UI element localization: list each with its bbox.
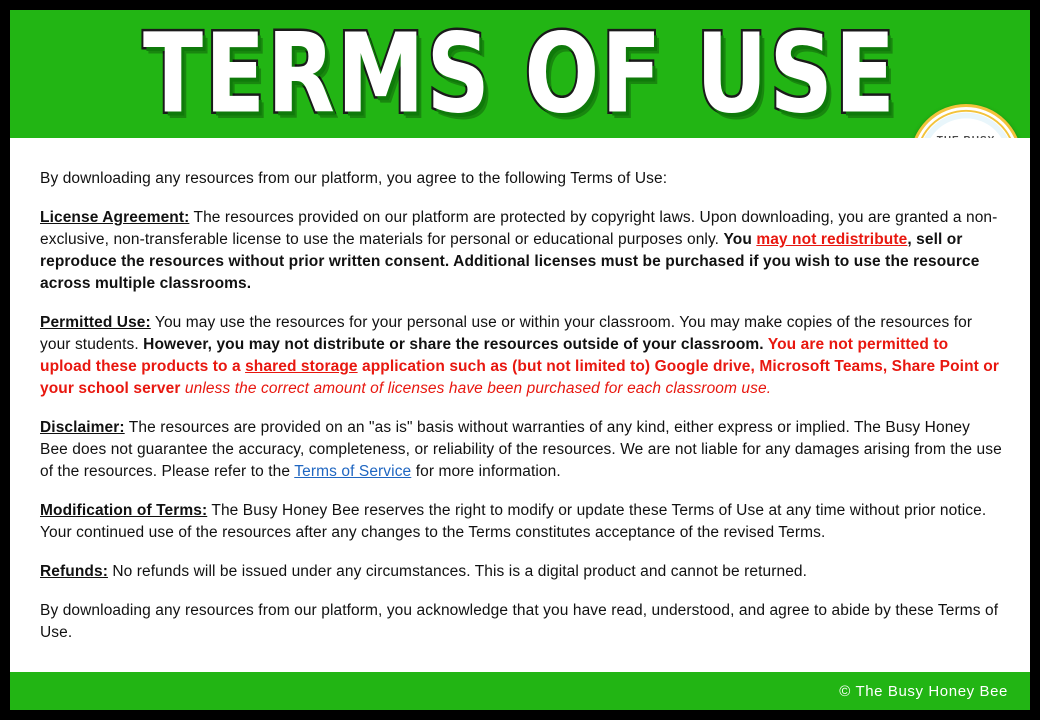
page-title: TERMS OF USE xyxy=(143,10,897,138)
license-bold-2: , sell or reproduce the resources without prior written consent. Additional licenses must be purchased if you wish to use the resource across multiple classrooms. xyxy=(40,231,980,292)
permitted-red-italic: unless the correct amount of licenses have been purchased for each classroom use. xyxy=(184,380,772,397)
disclaimer-body-2: for more information. xyxy=(411,463,561,480)
header-banner xyxy=(10,10,1030,138)
modification-body-1: The Busy Honey Bee reserves the right to modify or update these Terms of Use at any time without prior notice. Your continued use of the resources after any changes to the Terms constitutes acceptance of the revised Terms. xyxy=(40,502,987,541)
license-body-1: The resources provided on our platform are protected by copyright laws. Upon downloading, you are granted a non-exclusive, non-transferable license to use the materials for personal or educational purposes only. xyxy=(40,209,998,248)
section-modification-of-terms xyxy=(40,500,1002,544)
closing-paragraph: By downloading any resources from our platform, you acknowledge that you have read, understood, and agree to abide by these Terms of Use. xyxy=(40,602,999,641)
disclaimer-body-1: The resources are provided on an "as is" basis without warranties of any kind, either express or implied. The Busy Honey Bee does not guarantee the accuracy, completeness, or reliability of the resources. We are not liable for any damages arising from the use of the resources. Please refer to the xyxy=(40,419,1002,480)
permitted-red-2: application such as (but not limited to) Google drive, Microsoft Teams, Share Point or your school server xyxy=(40,358,1000,397)
section-heading-license: License Agreement: xyxy=(40,209,190,226)
section-heading-permitted: Permitted Use: xyxy=(40,314,151,331)
intro-paragraph: By downloading any resources from our platform, you agree to the following Terms of Use: xyxy=(40,170,668,187)
section-heading-refunds: Refunds: xyxy=(40,563,108,580)
permitted-body-1: You may use the resources for your personal use or within your classroom. You may make copies of the resources for your students. xyxy=(40,314,973,353)
license-bold-1: You xyxy=(723,231,757,248)
permitted-bold-1: However, you may not distribute or share the resources outside of your classroom. xyxy=(143,336,768,353)
terms-of-service-link[interactable]: Terms of Service xyxy=(294,463,412,480)
footer-copyright: © The Busy Honey Bee xyxy=(839,682,1008,700)
terms-body xyxy=(10,138,1030,672)
section-license-agreement xyxy=(40,207,1002,295)
footer-banner xyxy=(10,672,1030,710)
section-permitted-use xyxy=(40,312,1002,400)
section-refunds xyxy=(40,561,1002,583)
permitted-red-underline: shared storage xyxy=(245,358,358,375)
license-red-underline: may not redistribute xyxy=(756,231,908,248)
section-heading-disclaimer: Disclaimer: xyxy=(40,419,125,436)
section-disclaimer xyxy=(40,417,1002,483)
permitted-red-1: You are not permitted to upload these products to a xyxy=(40,336,949,375)
section-heading-modification: Modification of Terms: xyxy=(40,502,208,519)
refunds-body-1: No refunds will be issued under any circumstances. This is a digital product and cannot be returned. xyxy=(107,563,808,580)
